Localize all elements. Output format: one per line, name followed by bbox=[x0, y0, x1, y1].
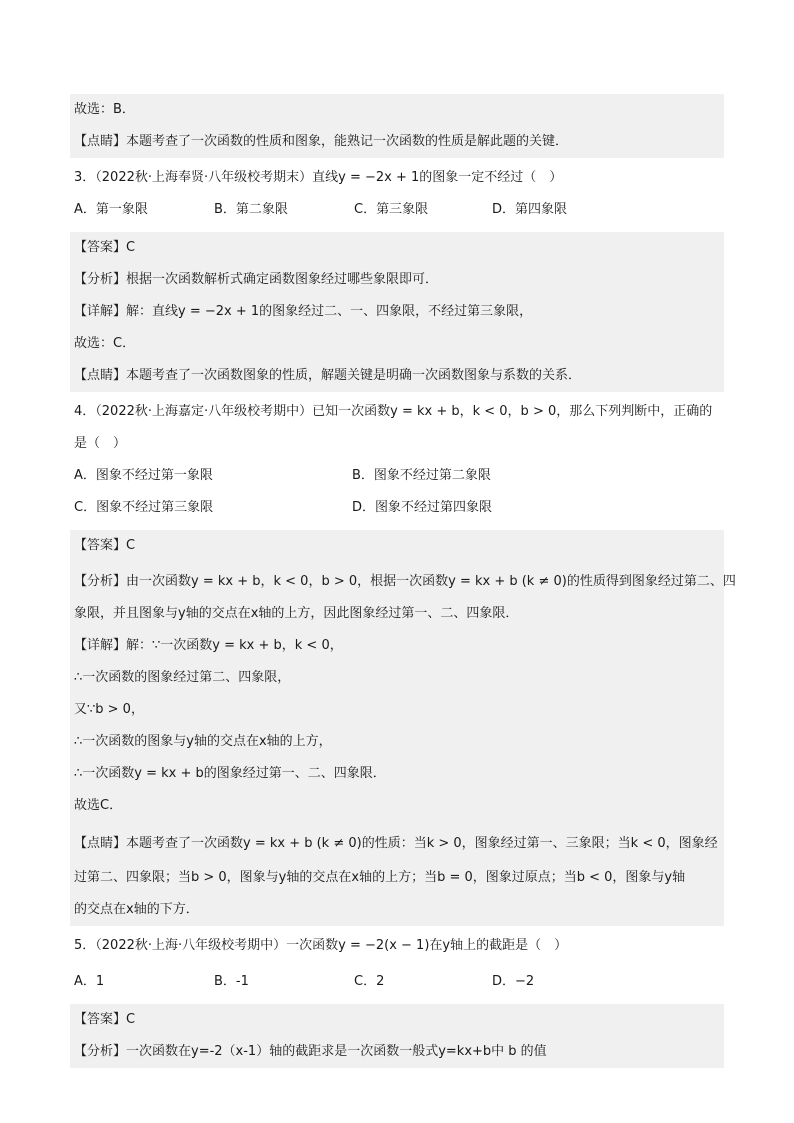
option-b: B．第二象限 bbox=[214, 202, 288, 217]
answer-line: 【答案】C bbox=[70, 530, 724, 562]
question-4-options-row2 bbox=[70, 492, 724, 524]
detail-line: ∴一次函数y = kx + b的图象经过第一、二、四象限． bbox=[70, 758, 724, 790]
comment-line: 【点睛】本题考查了一次函数的性质和图象，能熟记一次函数的性质是解此题的关键． bbox=[70, 126, 724, 158]
detail-line: 又∵b > 0， bbox=[70, 694, 724, 726]
option-d: D．−2 bbox=[492, 974, 535, 989]
question-3-options bbox=[70, 194, 724, 226]
analysis-line: 【分析】根据一次函数解析式确定函数图象经过哪些象限即可． bbox=[70, 264, 724, 296]
document-page bbox=[70, 94, 736, 1068]
detail-line: ∴一次函数的图象经过第二、四象限， bbox=[70, 662, 724, 694]
option-c: C．2 bbox=[354, 974, 385, 989]
option-a: A．第一象限 bbox=[74, 202, 148, 217]
question-4: 4．（2022秋·上海嘉定·八年级校考期中）已知一次函数y = kx + b，k < 0，b > 0，那么下列判断中，正确的 bbox=[74, 404, 713, 419]
choice-line: 故选C． bbox=[70, 790, 724, 822]
option-d: D．图象不经过第四象限 bbox=[352, 500, 493, 515]
option-a: A．1 bbox=[74, 974, 105, 989]
option-d: D．第四象限 bbox=[492, 202, 568, 217]
question-5: 5．（2022秋·上海·八年级校考期中）一次函数y = −2(x − 1)在y轴上的截距是（ ） bbox=[74, 938, 568, 953]
analysis-line: 【分析】一次函数在y=-2（x-1）轴的截距求是一次函数一般式y=kx+b中 b 的值 bbox=[70, 1036, 724, 1068]
answer-line: 【答案】C bbox=[70, 232, 724, 264]
question-4-options-row1 bbox=[70, 460, 724, 492]
detail-line: 【详解】解：∵一次函数y = kx + b，k < 0， bbox=[70, 630, 724, 662]
comment-line-cont: 的交点在x轴的下方． bbox=[70, 894, 724, 926]
comment-line: 【点睛】本题考查了一次函数y = kx + b (k ≠ 0)的性质：当k > 0，图象经过第一、三象限；当k < 0，图象经 bbox=[70, 822, 724, 860]
option-b: B．图象不经过第二象限 bbox=[352, 468, 491, 483]
analysis-line-cont: 象限，并且图象与y轴的交点在x轴的上方，因此图象经过第一、二、四象限． bbox=[70, 598, 724, 630]
analysis-line: 【分析】由一次函数y = kx + b，k < 0，b > 0，根据一次函数y = kx + b (k ≠ 0)的性质得到图象经过第二、四 bbox=[70, 562, 724, 598]
question-5-options bbox=[70, 962, 724, 998]
question-4-cont: 是（ ） bbox=[74, 436, 127, 451]
option-c: C．图象不经过第三象限 bbox=[74, 500, 214, 515]
detail-line: ∴一次函数的图象与y轴的交点在x轴的上方， bbox=[70, 726, 724, 758]
option-c: C．第三象限 bbox=[354, 202, 429, 217]
option-b: B．-1 bbox=[214, 974, 249, 989]
comment-line-cont: 过第二、四象限；当b > 0，图象与y轴的交点在x轴的上方；当b = 0，图象过原点；当b < 0，图象与y轴 bbox=[70, 860, 724, 894]
option-a: A．图象不经过第一象限 bbox=[74, 468, 213, 483]
detail-line: 【详解】解：直线y = −2x + 1的图象经过二、一、四象限，不经过第三象限， bbox=[70, 296, 724, 328]
question-3: 3．（2022秋·上海奉贤·八年级校考期末）直线y = −2x + 1的图象一定不经过（ ） bbox=[74, 170, 563, 185]
answer-choice-line: 故选：B． bbox=[70, 94, 724, 126]
answer-line: 【答案】C bbox=[70, 1004, 724, 1036]
choice-line: 故选：C． bbox=[70, 328, 724, 360]
comment-line: 【点睛】本题考查了一次函数图象的性质，解题关键是明确一次函数图象与系数的关系． bbox=[70, 360, 724, 392]
